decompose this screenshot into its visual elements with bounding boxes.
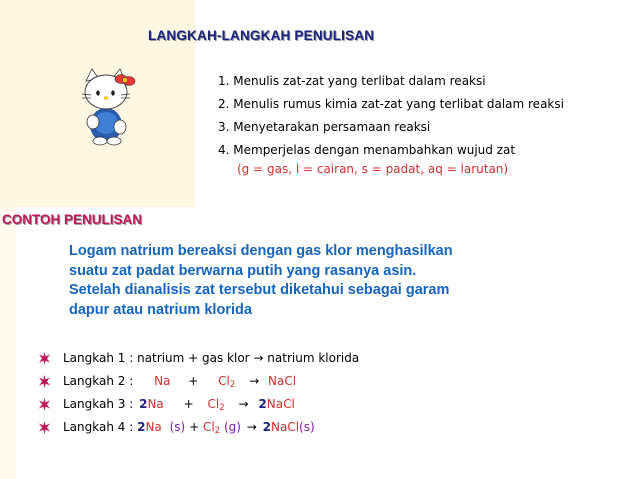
plus-sign: +: [188, 374, 199, 388]
steps-list: [218, 70, 564, 162]
step-item: 4. Memperjelas dengan menambahkan wujud zat: [218, 143, 516, 157]
phase-note: (g = gas, l = cairan, s = padat, aq = larutan): [237, 162, 509, 176]
sodium-chloride-formula: NaCl: [268, 374, 297, 388]
reaction-arrow: →: [238, 397, 249, 411]
coefficient: 2: [258, 397, 267, 411]
example-line: Setelah dianalisis zat tersebut diketahui sebagai garam: [69, 282, 450, 298]
langkah-label: Langkah 1 :: [63, 351, 134, 365]
reaction-arrow: →: [246, 420, 257, 434]
sodium-chloride-formula: NaCl: [266, 397, 295, 411]
coefficient: 2: [137, 420, 146, 434]
star-burst-bullet-icon: [38, 375, 51, 388]
example-paragraph: [69, 242, 529, 320]
sodium-formula: Na: [147, 397, 164, 411]
langkah-label: Langkah 2 :: [63, 374, 134, 388]
example-heading: CONTOH PENULISAN: [2, 212, 143, 227]
langkah-label: Langkah 4 :: [63, 420, 134, 434]
star-burst-bullet-icon: [38, 352, 51, 365]
state-symbol: (g): [223, 420, 241, 434]
state-symbol: (s): [169, 420, 186, 434]
sodium-formula: Na: [154, 374, 171, 388]
langkah-row-3: [38, 393, 359, 416]
example-line: Logam natrium bereaksi dengan gas klor menghasilkan: [69, 243, 453, 259]
plus-sign: +: [189, 420, 200, 434]
example-line: dapur atau natrium klorida: [69, 301, 252, 318]
step-item: 3. Menyetarakan persamaan reaksi: [218, 120, 431, 134]
example-line: suatu zat padat berwarna putih yang rasanya asin.: [69, 262, 417, 279]
step-item: 2. Menulis rumus kimia zat-zat yang terlibat dalam reaksi: [218, 97, 564, 111]
langkah-row-4: [38, 416, 359, 439]
hello-kitty-illustration: [76, 67, 140, 147]
chlorine-formula: $Cl_2$: [207, 397, 225, 413]
coefficient: 2: [262, 420, 271, 434]
step-item: 1. Menulis zat-zat yang terlibat dalam reaksi: [218, 74, 486, 88]
langkah-row-2: [38, 370, 359, 393]
sodium-chloride-formula: NaCl: [271, 420, 300, 434]
slide-title: LANGKAH-LANGKAH PENULISAN: [148, 28, 375, 43]
star-burst-bullet-icon: [38, 398, 51, 411]
sodium-formula: Na: [145, 420, 162, 434]
coefficient: 2: [139, 397, 148, 411]
chlorine-formula: $Cl_2$: [218, 374, 236, 390]
langkah-row-1: [38, 347, 359, 370]
star-burst-bullet-icon: [38, 421, 51, 434]
chlorine-formula: $Cl_2$: [202, 420, 221, 436]
langkah-list: [38, 347, 359, 439]
state-symbol: (s): [299, 420, 315, 434]
plus-sign: +: [183, 397, 194, 411]
langkah-label: Langkah 3 :: [63, 397, 134, 411]
reaction-arrow: →: [249, 374, 260, 388]
langkah-equation: natrium + gas klor → natrium klorida: [137, 351, 360, 365]
